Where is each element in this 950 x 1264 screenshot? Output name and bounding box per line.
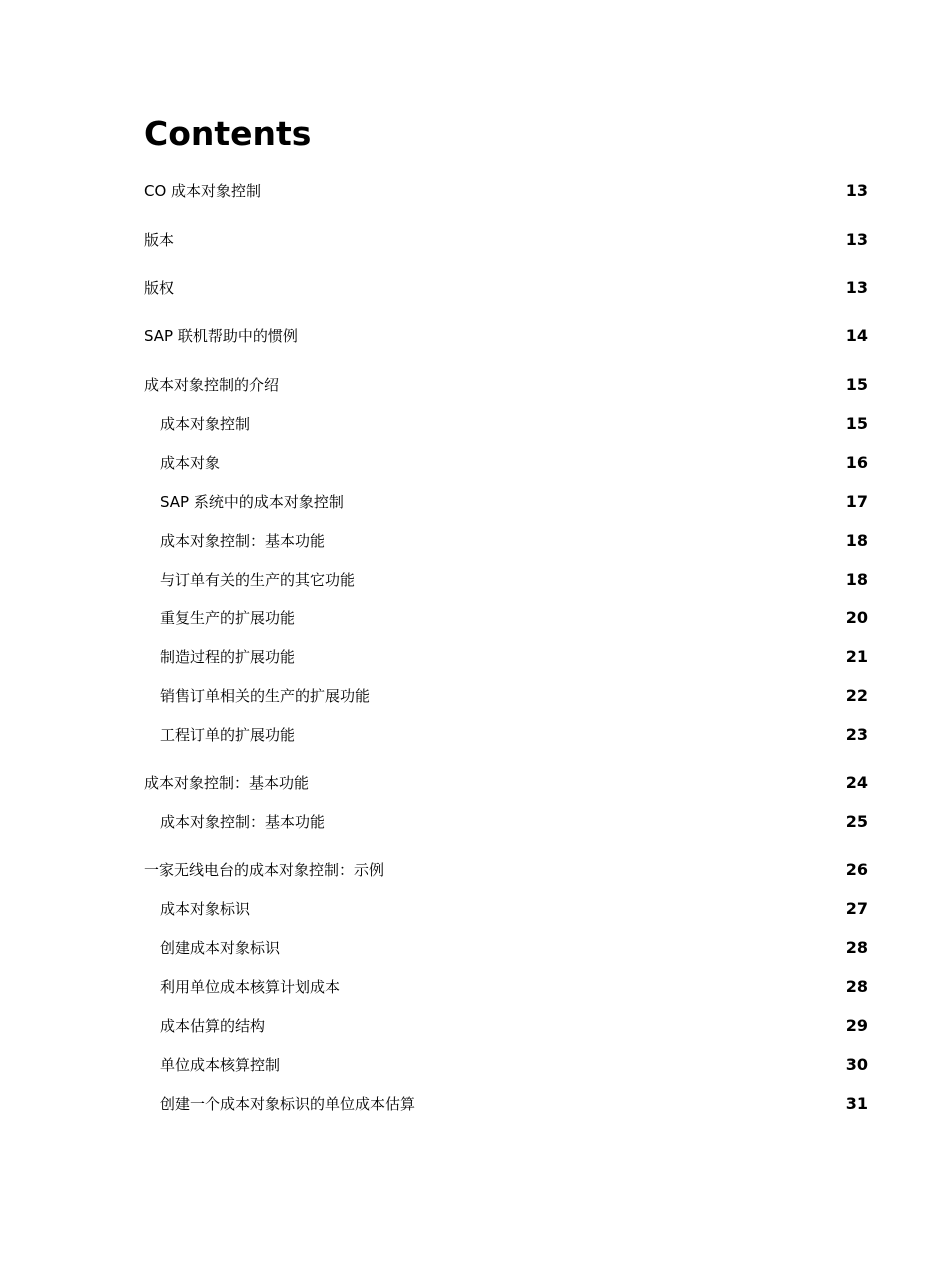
toc-entry[interactable] — [160, 1093, 868, 1115]
toc-entry-title: 成本对象控制：基本功能 — [144, 774, 310, 792]
toc-entry-page-number: 23 — [845, 725, 868, 744]
toc-entry-title: 版权 — [144, 279, 175, 297]
toc-entry-title: 版本 — [144, 231, 175, 249]
toc-entry-page-number: 25 — [845, 812, 868, 831]
toc-entry-title: 制造过程的扩展功能 — [160, 648, 296, 666]
toc-entry[interactable] — [160, 937, 868, 959]
toc-entry[interactable] — [160, 530, 868, 552]
toc-entry-page-number: 13 — [845, 181, 868, 200]
toc-entry-page-number: 13 — [845, 278, 868, 297]
toc-entry[interactable] — [160, 452, 868, 474]
toc-entry[interactable] — [160, 491, 868, 513]
toc-entry-page-number: 31 — [845, 1094, 868, 1113]
toc-entry-title: 一家无线电台的成本对象控制：示例 — [144, 861, 385, 879]
toc-entry-page-number: 15 — [845, 414, 868, 433]
toc-entry-title: 成本对象控制：基本功能 — [160, 532, 326, 550]
toc-entry-page-number: 18 — [845, 570, 868, 589]
toc-entry[interactable] — [160, 898, 868, 920]
toc-entry-title: 与订单有关的生产的其它功能 — [160, 571, 356, 589]
toc-entry-page-number: 29 — [845, 1016, 868, 1035]
toc-entry-title: 成本估算的结构 — [160, 1017, 266, 1035]
toc-entry-page-number: 22 — [845, 686, 868, 705]
toc-entry-title: 成本对象控制：基本功能 — [160, 813, 326, 831]
toc-entry-title: SAP 系统中的成本对象控制 — [160, 493, 344, 511]
toc-entry-title: 工程订单的扩展功能 — [160, 726, 296, 744]
contents-heading: Contents — [144, 114, 312, 153]
toc-entry[interactable] — [160, 811, 868, 833]
toc-entry[interactable] — [144, 859, 868, 881]
toc-entry-page-number: 16 — [845, 453, 868, 472]
toc-entry-page-number: 14 — [845, 326, 868, 345]
toc-entry[interactable] — [160, 1015, 868, 1037]
toc-entry[interactable] — [144, 229, 868, 251]
toc-entry-page-number: 27 — [845, 899, 868, 918]
toc-entry[interactable] — [160, 646, 868, 668]
toc-entry-title: 成本对象控制 — [160, 415, 251, 433]
toc-entry[interactable] — [160, 685, 868, 707]
toc-entry[interactable] — [160, 413, 868, 435]
toc-entry[interactable] — [144, 180, 868, 202]
toc-entry-page-number: 28 — [845, 938, 868, 957]
toc-entry-title: CO 成本对象控制 — [144, 182, 262, 200]
toc-entry-title: 创建一个成本对象标识的单位成本估算 — [160, 1095, 416, 1113]
toc-entry[interactable] — [160, 1054, 868, 1076]
toc-entry-page-number: 28 — [845, 977, 868, 996]
toc-entry-title: 重复生产的扩展功能 — [160, 609, 296, 627]
toc-entry-page-number: 20 — [845, 608, 868, 627]
toc-entry-title: 单位成本核算控制 — [160, 1056, 281, 1074]
toc-entry[interactable] — [144, 374, 868, 396]
toc-entry-page-number: 18 — [845, 531, 868, 550]
toc-entry[interactable] — [144, 325, 868, 347]
toc-entry[interactable] — [160, 569, 868, 591]
toc-entry-page-number: 30 — [845, 1055, 868, 1074]
toc-entry-title: 成本对象 — [160, 454, 221, 472]
toc-entry-page-number: 15 — [845, 375, 868, 394]
toc-entry-page-number: 26 — [845, 860, 868, 879]
toc-entry-page-number: 24 — [845, 773, 868, 792]
toc-entry-page-number: 21 — [845, 647, 868, 666]
toc-entry-title: 利用单位成本核算计划成本 — [160, 978, 341, 996]
toc-entry-title: 创建成本对象标识 — [160, 939, 281, 957]
toc-entry-page-number: 13 — [845, 230, 868, 249]
toc-entry-title: 成本对象标识 — [160, 900, 251, 918]
toc-entry[interactable] — [144, 772, 868, 794]
toc-entry[interactable] — [160, 724, 868, 746]
toc-entry-title: 销售订单相关的生产的扩展功能 — [160, 687, 371, 705]
toc-entry[interactable] — [160, 976, 868, 998]
toc-entry-page-number: 17 — [845, 492, 868, 511]
toc-entry-title: SAP 联机帮助中的惯例 — [144, 327, 298, 345]
toc-entry-title: 成本对象控制的介绍 — [144, 376, 280, 394]
toc-entry[interactable] — [144, 277, 868, 299]
toc-entry[interactable] — [160, 607, 868, 629]
